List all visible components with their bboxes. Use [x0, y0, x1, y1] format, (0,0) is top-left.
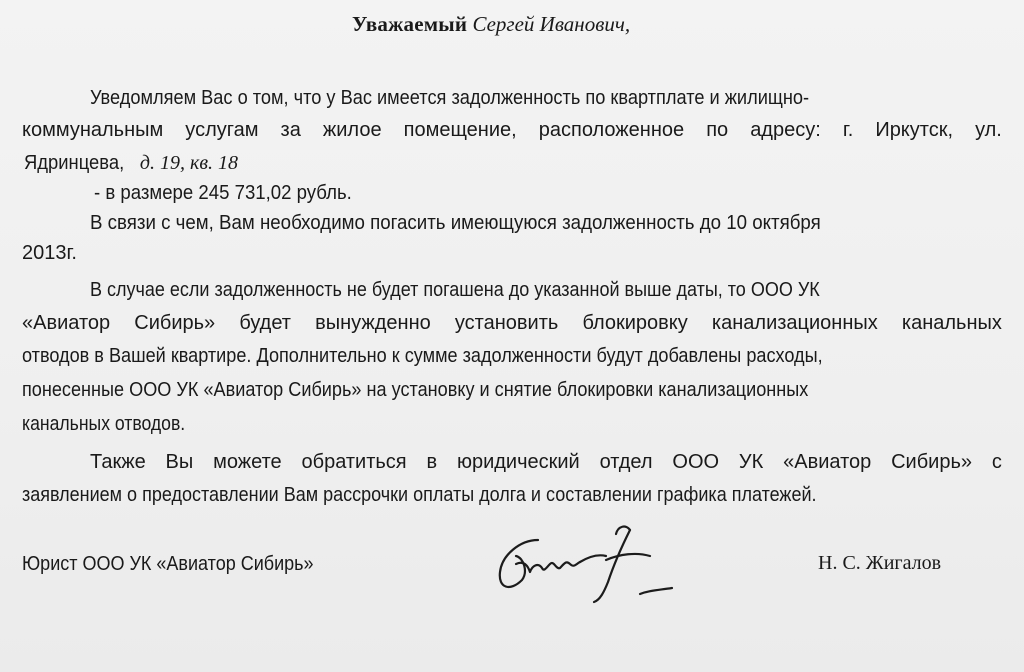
paragraph4-line2: заявлением о предоставлении Вам рассрочки оплаты долга и составлении графика платежей. [22, 484, 817, 506]
p4l1-word: ООО [672, 451, 720, 473]
handwritten-signature-icon [480, 520, 720, 615]
p3l2-word: «Авиатор [22, 312, 111, 334]
p1l2-word: адресу: [750, 119, 821, 141]
p1l2-word: ул. [975, 119, 1002, 141]
p4l1-word: отдел [599, 451, 653, 473]
greeting-salutation: Уважаемый [352, 12, 468, 36]
p4l1-word: обратиться [301, 451, 407, 473]
p1l2-word: за [280, 119, 301, 141]
p4l1-word: Вы [165, 451, 194, 473]
p1l2-word: коммунальным [22, 119, 164, 141]
p3l2-word: канализационных [711, 312, 878, 334]
street-name: Ядринцева, [24, 152, 125, 174]
paragraph2-line1: В связи с чем, Вам необходимо погасить имеющуюся задолженность до 10 октября [90, 212, 821, 234]
p1l2-word: г. [842, 119, 854, 141]
p4l1-word: можете [213, 451, 282, 473]
paragraph2-line2: 2013г. [22, 242, 77, 264]
p3l2-word: установить [454, 312, 559, 334]
greeting-line [352, 14, 630, 35]
paragraph1-line1: Уведомляем Вас о том, что у Вас имеется задолженность по квартплате и жилищно- [90, 87, 810, 109]
greeting-recipient-name: Сергей Иванович, [472, 12, 631, 36]
signer-name: Н. С. Жигалов [818, 552, 942, 574]
signer-position: Юрист ООО УК «Авиатор Сибирь» [22, 553, 314, 575]
p3l2-word: блокировку [582, 312, 688, 334]
p4l1-word: юридический [456, 451, 580, 473]
paragraph1-line2 [22, 120, 1002, 140]
p1l2-word: Иркутск, [875, 119, 954, 141]
paragraph1-line3 [24, 153, 238, 173]
paragraph3-line3: отводов в Вашей квартире. Дополнительно к сумме задолженности будут добавлены расходы, [22, 345, 823, 367]
p4l1-word: Сибирь» [891, 451, 973, 473]
p3l2-word: канальных [901, 312, 1002, 334]
p1l2-word: жилое [322, 119, 382, 141]
p4l1-word: УК [738, 451, 764, 473]
paragraph3-line2 [22, 313, 1002, 333]
p1l2-word: расположенное [538, 119, 685, 141]
house-apartment: д. 19, кв. 18 [139, 152, 239, 174]
p4l1-word: Также [90, 451, 146, 473]
p1l2-word: по [706, 119, 729, 141]
p4l1-word: с [991, 451, 1002, 473]
paragraph4-line1 [90, 452, 1002, 472]
p4l1-word: «Авиатор [783, 451, 872, 473]
p3l2-word: Сибирь» [134, 312, 216, 334]
paragraph3-line5: канальных отводов. [22, 413, 186, 435]
paragraph3-line4: понесенные ООО УК «Авиатор Сибирь» на установку и снятие блокировки канализационных [22, 379, 809, 401]
p1l2-word: услугам [185, 119, 259, 141]
paragraph3-line1: В случае если задолженность не будет погашена до указанной выше даты, то ООО УК [90, 279, 820, 301]
debt-amount-line: - в размере 245 731,02 рубль. [94, 182, 352, 204]
p4l1-word: в [426, 451, 438, 473]
p3l2-word: вынужденно [315, 312, 431, 334]
p3l2-word: будет [239, 312, 291, 334]
p1l2-word: помещение, [403, 119, 517, 141]
